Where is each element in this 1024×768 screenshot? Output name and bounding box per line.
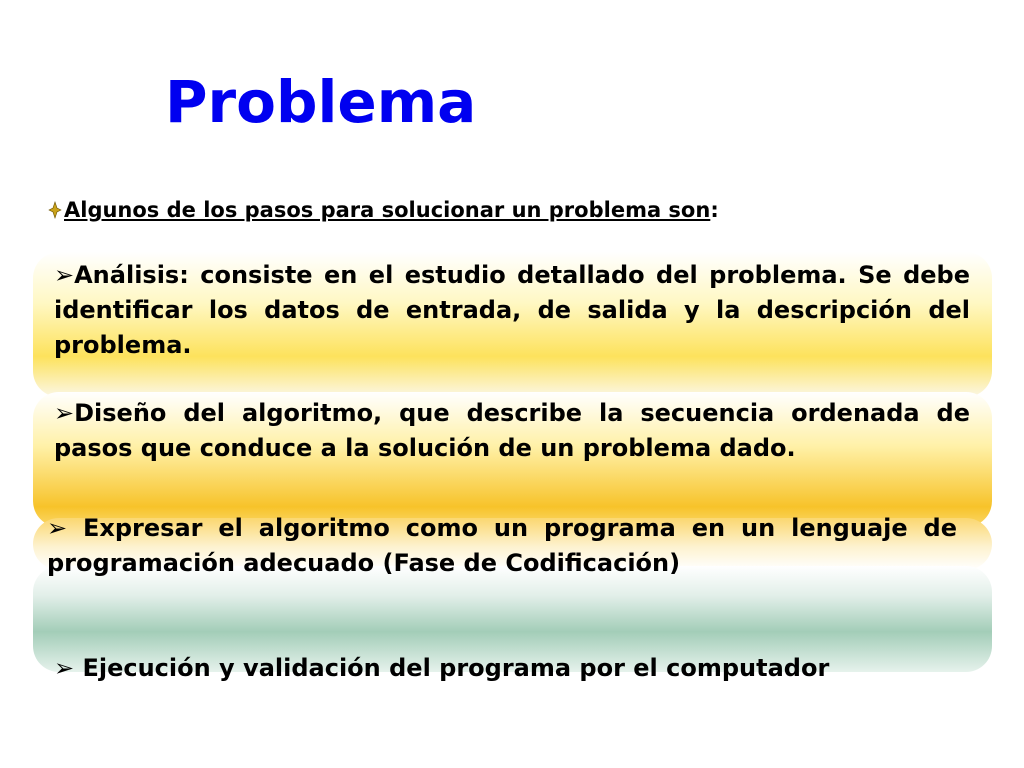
slide-title: Problema (165, 68, 477, 136)
step-text: Diseño del algoritmo, que describe la secuencia ordenada de pasos que conduce a la solución de un problema dado. (54, 399, 970, 462)
sparkle-bullet-icon (48, 201, 62, 219)
step-ejecucion (54, 651, 964, 686)
intro-text: Algunos de los pasos para solucionar un problema son (64, 198, 711, 222)
arrow-bullet-icon: ➢ (47, 514, 68, 542)
intro-line (48, 196, 719, 224)
arrow-bullet-icon: ➢ (54, 261, 75, 289)
step-text: Ejecución y validación del programa por el computador (74, 654, 830, 682)
step-text: Expresar el algoritmo como un programa en un lenguaje de programación adecuado (Fase de Codificación) (47, 514, 957, 577)
step-analisis (54, 258, 970, 363)
intro-colon: : (710, 198, 719, 222)
arrow-bullet-icon: ➢ (54, 399, 75, 427)
arrow-bullet-icon: ➢ (54, 654, 75, 682)
step-expresar (47, 511, 957, 581)
step-diseno (54, 396, 970, 466)
step-text: Análisis: consiste en el estudio detallado del problema. Se debe identificar los datos de entrada, de salida y la descripción del problema. (54, 261, 970, 359)
